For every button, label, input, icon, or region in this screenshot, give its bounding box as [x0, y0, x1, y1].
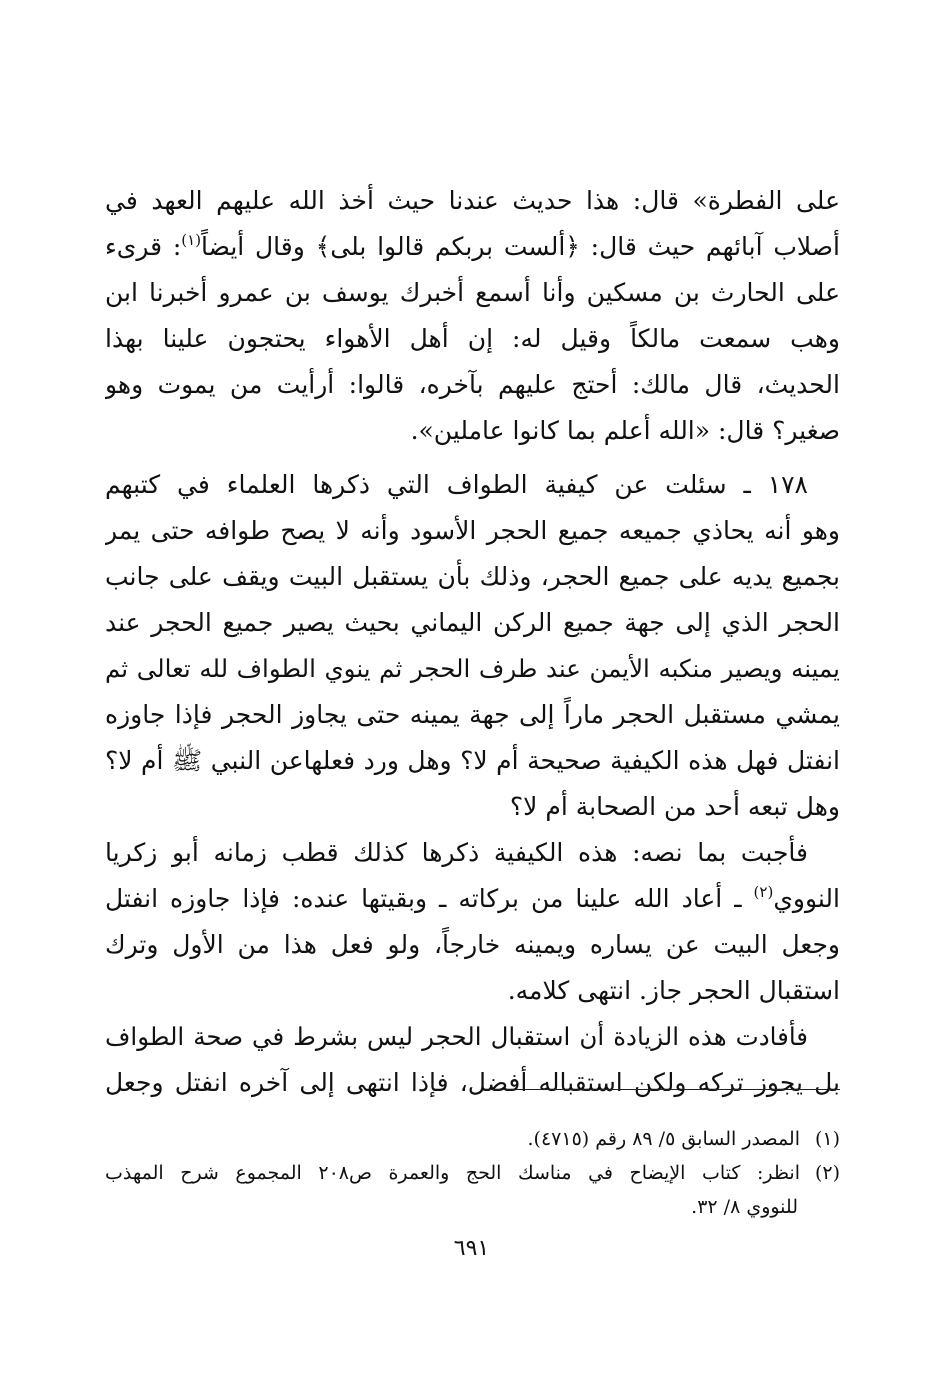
text-line: يمشي مستقبل الحجر ماراً إلى جهة يمينه حتى يجاوز الحجر فإذا جاوزه [105, 700, 840, 729]
text-line: وهو أنه يحاذي جميعه جميع الحجر الأسود وأنه لا يصح طوافه حتى يمر [105, 516, 840, 545]
footnote-separator [484, 1089, 840, 1090]
footnote-text: المصدر السابق ٥/ ٨٩ رقم (٤٧١٥). [527, 1128, 800, 1150]
footnote-2-continuation: للنووي ٨/ ٣٢. [691, 1196, 798, 1218]
text-line: استقبال الحجر جاز. انتهى كلامه. [507, 976, 840, 1005]
text-fragment: النووي [773, 884, 840, 913]
text-line: الحديث، قال مالك: أحتج عليهم بآخره، قالوا: أرأيت من يموت وهو [105, 370, 840, 399]
answer-heading-line: فأجبت بما نصه: هذه الكيفية ذكرها كذلك قطب زمانه أبو زكريا [105, 838, 808, 867]
footnote-number: (٢) [814, 1162, 840, 1184]
text-fragment: أصلاب [773, 232, 840, 261]
footnote-number: (١) [814, 1128, 840, 1150]
text-line: وهل تبعه أحد من الصحابة أم لا؟ [509, 792, 840, 821]
footnote-ref: (٢) [753, 883, 774, 901]
text-line: فأفادت هذه الزيادة أن استقبال الحجر ليس بشرط في صحة الطواف [105, 1022, 808, 1051]
text-line: وجعل البيت عن يساره ويمينه خارجاً، ولو فعل هذا من الأول وترك [105, 930, 840, 959]
footnote-ref: (١) [181, 231, 202, 249]
text-line: وهب سمعت مالكاً وقيل له: إن أهل الأهواء يحتجون علينا بهذا [105, 324, 840, 353]
footnote-1 [105, 1122, 840, 1156]
question-heading-line: ١٧٨ ـ سئلت عن كيفية الطواف التي ذكرها العلماء في كتبهم [105, 470, 808, 499]
text-line: بل يجوز تركه ولكن استقباله أفضل، فإذا انتهى إلى آخره انفتل وجعل [105, 1068, 840, 1097]
text-fragment: : قرىء [105, 232, 182, 261]
footnotes [105, 1122, 840, 1224]
text-line: على الحارث بن مسكين وأنا أسمع أخبرك يوسف بن عمرو أخبرنا ابن [105, 278, 840, 307]
text-line: على الفطرة» قال: هذا حديث عندنا حيث أخذ الله عليهم العهد في [105, 186, 840, 215]
text-fragment: آبائهم حيث قال: ﴿ألست بربكم قالوا بلى﴾ وقال أيضاً [201, 232, 763, 261]
text-line: بجميع يديه على جميع الحجر، وذلك بأن يستقبل البيت ويقف على جانب [105, 562, 840, 591]
page-number: ٦٩١ [453, 1236, 490, 1261]
footnote-text: انظر: كتاب الإيضاح في مناسك الحج والعمرة ص٢٠٨ المجموع شرح المهذب [105, 1162, 800, 1184]
text-line [105, 224, 840, 270]
main-text [105, 178, 840, 1106]
text-line: يمينه ويصير منكبه الأيمن عند طرف الحجر ثم ينوي الطواف لله تعالى ثم [105, 654, 840, 683]
text-line [105, 876, 840, 922]
text-fragment: ـ أعاد الله علينا من بركاته ـ وبقيتها عنده: فإذا جاوزه انفتل [105, 884, 742, 913]
text-line: الحجر الذي إلى جهة جميع الركن اليماني بحيث يصير جميع الحجر عند [105, 608, 840, 637]
text-line: انفتل فهل هذه الكيفية صحيحة أم لا؟ وهل ورد فعلهاعن النبي ﷺ أم لا؟ [105, 746, 840, 775]
footnote-2 [105, 1156, 840, 1190]
text-line: صغير؟ قال: «الله أعلم بما كانوا عاملين». [410, 416, 840, 445]
